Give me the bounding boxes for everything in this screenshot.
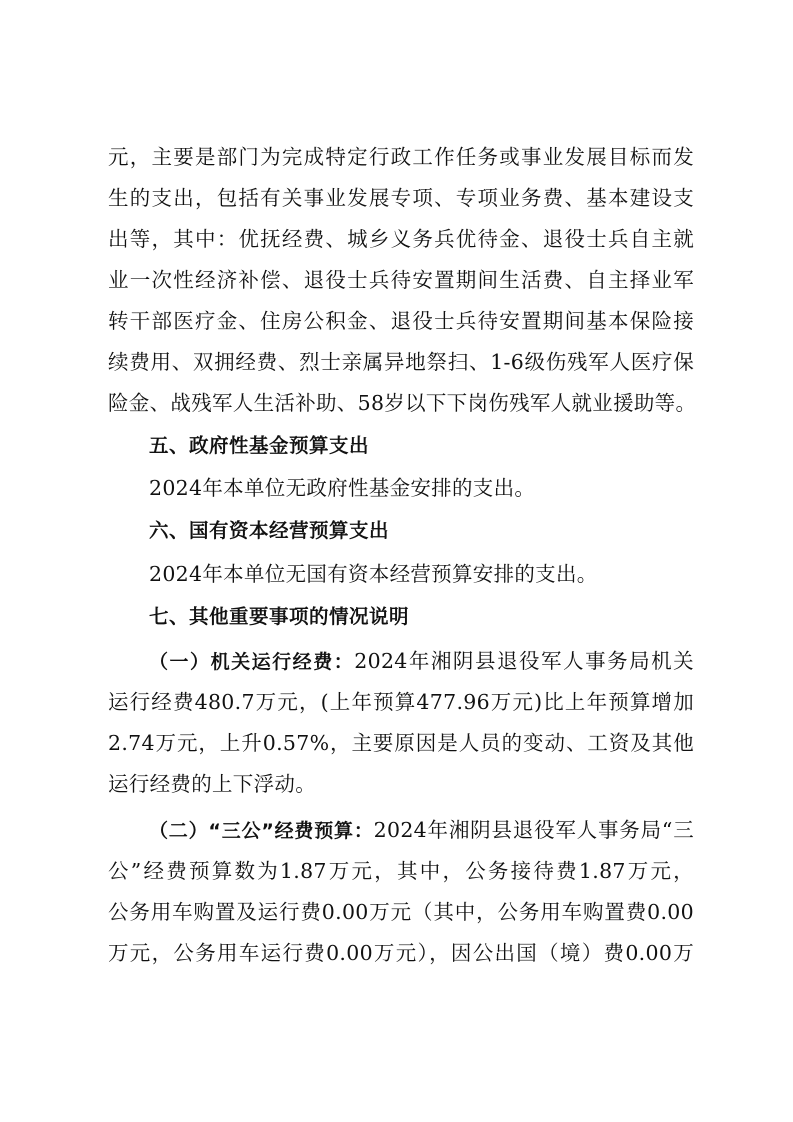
section-heading-7: 七、其他重要事项的情况说明 [149, 605, 410, 628]
item-2-line: 万元，公务用车运行费0.00万元），因公出国（境）费0.00万 [108, 941, 694, 965]
item-1-first-line [149, 646, 694, 677]
paragraph-line: 生的支出，包括有关事业发展专项、专项业务费、基本建设支 [108, 186, 694, 210]
section-heading-6: 六、国有资本经营预算支出 [149, 519, 390, 542]
section-5-text: 2024年本单位无政府性基金安排的支出。 [149, 476, 536, 500]
item-1-line: 运行经费480.7万元，(上年预算477.96万元)比上年预算增加 [108, 690, 694, 714]
section-heading-5: 五、政府性基金预算支出 [149, 434, 370, 457]
item-1-line: 运行经费的上下浮动。 [108, 772, 316, 796]
paragraph-line: 续费用、双拥经费、烈士亲属异地祭扫、1-6级伤残军人医疗保 [108, 350, 694, 374]
item-2-line: 公”经费预算数为1.87万元，其中，公务接待费1.87万元， [108, 859, 694, 883]
paragraph-line: 险金、战残军人生活补助、58岁以下下岗伤残军人就业援助等。 [108, 391, 697, 415]
item-1-line: 2.74万元，上升0.57%，主要原因是人员的变动、工资及其他 [108, 731, 694, 755]
item-1-first-text: 2024年湘阴县退役军人事务局机关 [354, 649, 694, 673]
item-2-line: 公务用车购置及运行费0.00万元（其中，公务用车购置费0.00 [108, 900, 694, 924]
item-1-lead: （一）机关运行经费： [149, 651, 355, 673]
item-2-lead: （二）“三公”经费预算： [149, 820, 374, 842]
paragraph-line: 业一次性经济补偿、退役士兵待安置期间生活费、自主择业军 [108, 268, 694, 292]
paragraph-line: 元，主要是部门为完成特定行政工作任务或事业发展目标而发 [108, 145, 694, 169]
item-2-first-line [149, 815, 694, 846]
paragraph-line: 出等，其中：优抚经费、城乡义务兵优待金、退役士兵自主就 [108, 227, 694, 251]
section-6-text: 2024年本单位无国有资本经营预算安排的支出。 [149, 562, 598, 586]
paragraph-line: 转干部医疗金、住房公积金、退役士兵待安置期间基本保险接 [108, 309, 694, 333]
item-2-first-text: 2024年湘阴县退役军人事务局“三 [373, 818, 694, 842]
